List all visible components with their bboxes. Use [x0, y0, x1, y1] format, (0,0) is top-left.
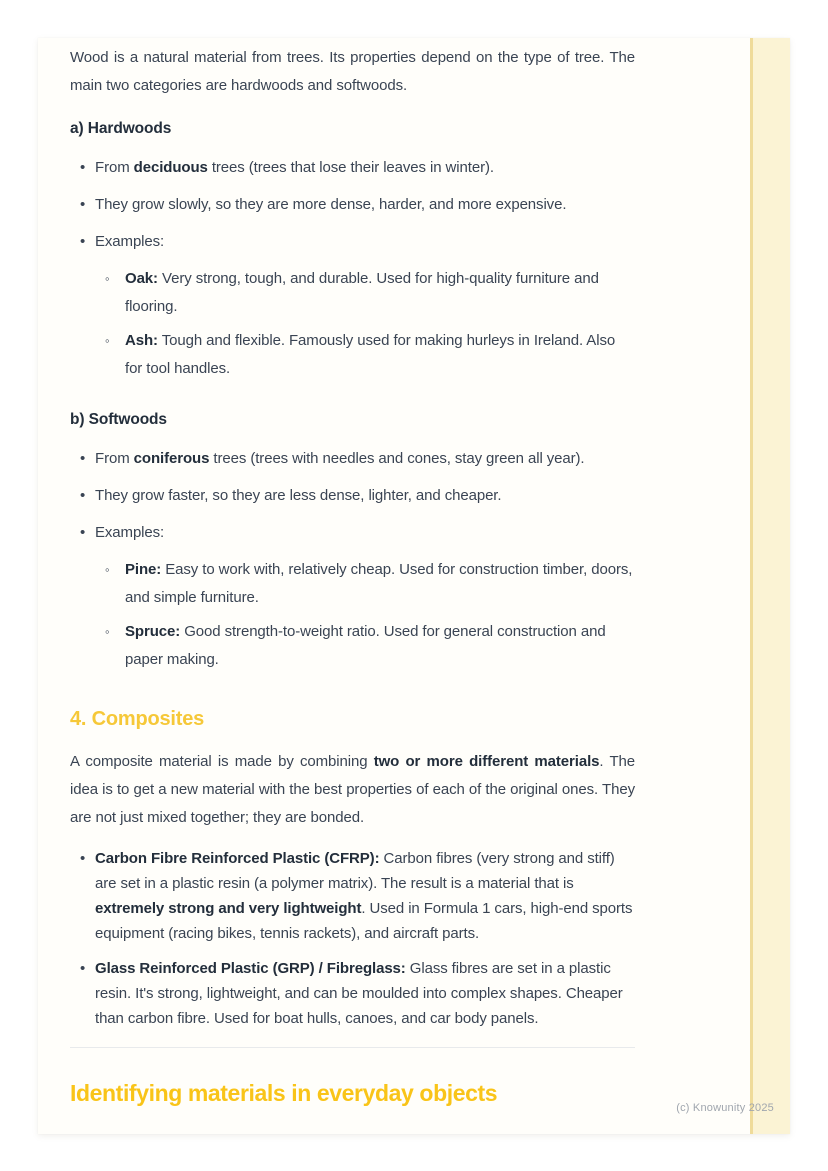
bullet-icon: •: [80, 524, 86, 541]
list-item-text: [95, 519, 635, 680]
circle-bullet-icon: ◦: [105, 271, 110, 286]
circle-bullet-icon: ◦: [105, 562, 110, 577]
intro-paragraph: Wood is a natural material from trees. Its properties depend on the type of tree. The main two categories are hardwoods and softwoods.: [70, 49, 635, 94]
heading-softwoods: b) Softwoods: [70, 411, 167, 428]
sub-list-item: [95, 556, 635, 612]
bullet-icon: •: [80, 450, 86, 467]
examples-label: Examples:: [95, 524, 165, 541]
softwoods-examples-list: [95, 556, 635, 674]
right-margin-stripe: [750, 38, 790, 1134]
page-content: [38, 38, 790, 1108]
list-item-text: [95, 228, 635, 389]
list-item: [70, 519, 635, 680]
sub-list-item-text: Ash: Tough and flexible. Famously used for making hurleys in Ireland. Also for tool handles.: [125, 332, 616, 377]
bullet-icon: •: [80, 233, 86, 250]
composites-intro-paragraph: A composite material is made by combining two or more different materials. The idea is to get a new material with the best properties of each of the original ones. They are not just mixed together; they are bonded.: [70, 753, 635, 826]
circle-bullet-icon: ◦: [105, 624, 110, 639]
heading-identifying-materials: Identifying materials in everyday objects: [70, 1080, 498, 1106]
bullet-icon: •: [80, 159, 86, 176]
section-divider: [70, 1047, 635, 1048]
examples-label: Examples:: [95, 233, 165, 250]
sub-list-item-text: Oak: Very strong, tough, and durable. Used for high-quality furniture and flooring.: [125, 270, 599, 315]
list-item: [70, 956, 635, 1031]
sub-list-item-text: Pine: Easy to work with, relatively cheap. Used for construction timber, doors, and simple furniture.: [125, 561, 633, 606]
list-item: [70, 482, 635, 510]
sub-list-item-text: Spruce: Good strength-to-weight ratio. Used for general construction and paper making.: [125, 623, 606, 668]
copyright-watermark: (c) Knowunity 2025: [676, 1102, 774, 1114]
hardwoods-list: [70, 154, 635, 389]
softwoods-list: [70, 445, 635, 680]
bullet-icon: •: [80, 196, 86, 213]
heading-composites: 4. Composites: [70, 708, 205, 730]
bullet-icon: •: [80, 487, 86, 504]
list-item-text: From coniferous trees (trees with needles and cones, stay green all year).: [95, 450, 585, 467]
list-item: [70, 154, 635, 182]
list-item-text: Glass Reinforced Plastic (GRP) / Fibreglass: Glass fibres are set in a plastic resin. It's strong, lightweight, and can be moulded into complex shapes. Cheaper than carbon fibre. Used for boat hulls, canoes, and car body panels.: [95, 960, 623, 1027]
heading-hardwoods: a) Hardwoods: [70, 120, 172, 137]
list-item: [70, 445, 635, 473]
list-item: [70, 846, 635, 946]
bullet-icon: •: [80, 960, 86, 977]
list-item-text: They grow faster, so they are less dense, lighter, and cheaper.: [95, 487, 502, 504]
list-item-text: Carbon Fibre Reinforced Plastic (CFRP): Carbon fibres (very strong and stiff) are set in a plastic resin (a polymer matrix). The result is a material that is extremely strong and very lightweight. Used in Formula 1 cars, high-end sports equipment (racing bikes, tennis rackets), and aircraft parts.: [95, 850, 633, 942]
hardwoods-examples-list: [95, 265, 635, 383]
list-item-text: They grow slowly, so they are more dense, harder, and more expensive.: [95, 196, 567, 213]
list-item: [70, 228, 635, 389]
composites-list: [70, 846, 635, 1031]
sub-list-item: [95, 265, 635, 321]
circle-bullet-icon: ◦: [105, 333, 110, 348]
sub-list-item: [95, 327, 635, 383]
sub-list-item: [95, 618, 635, 674]
document-page-card: [38, 38, 790, 1134]
bullet-icon: •: [80, 850, 86, 867]
list-item: [70, 191, 635, 219]
list-item-text: From deciduous trees (trees that lose their leaves in winter).: [95, 159, 494, 176]
